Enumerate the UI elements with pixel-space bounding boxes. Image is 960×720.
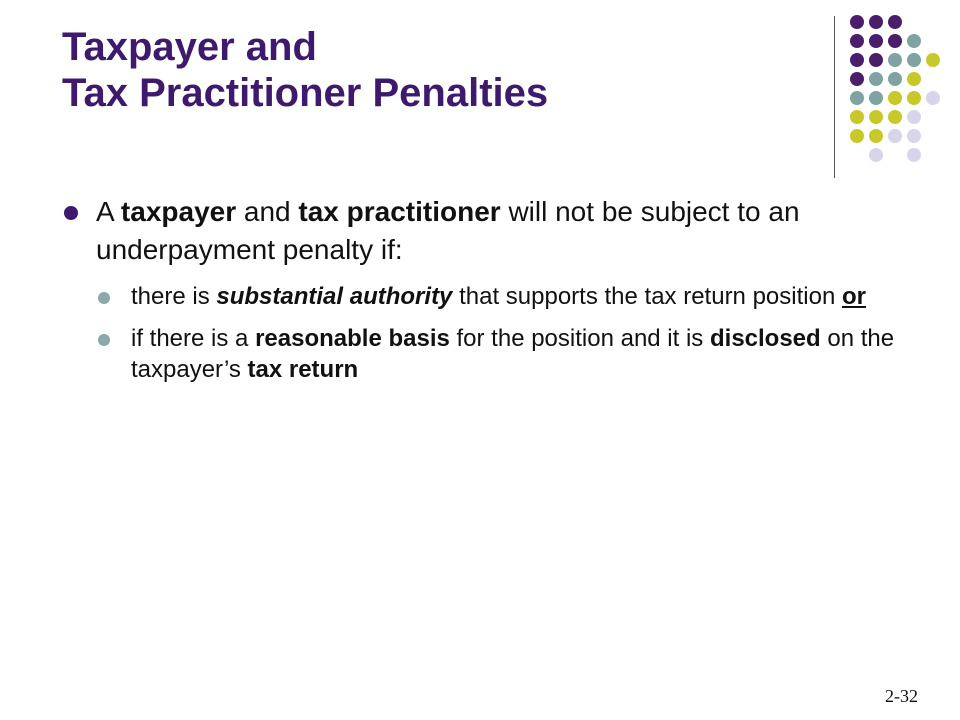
dot — [850, 34, 864, 48]
decorative-dot-grid — [0, 0, 960, 200]
sub-bullet-reasonable-basis — [98, 323, 922, 385]
dot — [907, 110, 921, 124]
title-line-1: Taxpayer and — [62, 25, 317, 69]
dot — [888, 72, 902, 86]
dot — [869, 91, 883, 105]
emphasis-text: substantial authority — [216, 283, 453, 310]
text: will not be subject to an underpayment penalty if: — [96, 196, 800, 265]
dot — [869, 110, 883, 124]
dot — [888, 129, 902, 143]
dot — [869, 129, 883, 143]
bold-text: tax return — [247, 356, 359, 383]
dot — [850, 129, 864, 143]
dot — [888, 53, 902, 67]
dot — [907, 148, 921, 162]
dot — [888, 91, 902, 105]
text: that supports the tax return position — [452, 283, 842, 310]
title-line-2: Tax Practitioner Penalties — [62, 71, 549, 115]
text: on the taxpayer’s — [131, 325, 895, 383]
dot — [888, 110, 902, 124]
dot — [850, 53, 864, 67]
dot — [850, 91, 864, 105]
dot — [869, 34, 883, 48]
sub-bullet-dot-icon — [98, 334, 110, 346]
text: for the position and it is — [449, 325, 710, 352]
dot — [869, 53, 883, 67]
dot — [926, 53, 940, 67]
dot — [907, 53, 921, 67]
text: A — [96, 196, 121, 227]
text: and — [236, 196, 299, 227]
sub-bullet-dot-icon — [98, 292, 110, 304]
bold-text: disclosed — [709, 325, 821, 352]
bullet-list — [62, 193, 922, 396]
dot — [869, 72, 883, 86]
dot — [907, 129, 921, 143]
dot — [850, 72, 864, 86]
underlined-or: or — [841, 283, 866, 310]
text: there is — [131, 283, 217, 310]
dot — [888, 15, 902, 29]
dot — [869, 15, 883, 29]
dot — [869, 148, 883, 162]
bullet-main — [62, 193, 922, 269]
dot — [888, 34, 902, 48]
dot — [850, 15, 864, 29]
dot — [907, 72, 921, 86]
dot — [926, 91, 940, 105]
bold-text: taxpayer — [120, 196, 237, 227]
text: if there is a — [131, 325, 256, 352]
bold-text: tax practitioner — [298, 196, 501, 227]
dot — [907, 91, 921, 105]
bullet-dot-icon — [64, 206, 78, 220]
sub-bullet-substantial-authority — [98, 281, 922, 312]
bold-text: reasonable basis — [255, 325, 450, 352]
dot — [907, 34, 921, 48]
slide-number: 2-32 — [885, 686, 918, 706]
dot — [850, 110, 864, 124]
